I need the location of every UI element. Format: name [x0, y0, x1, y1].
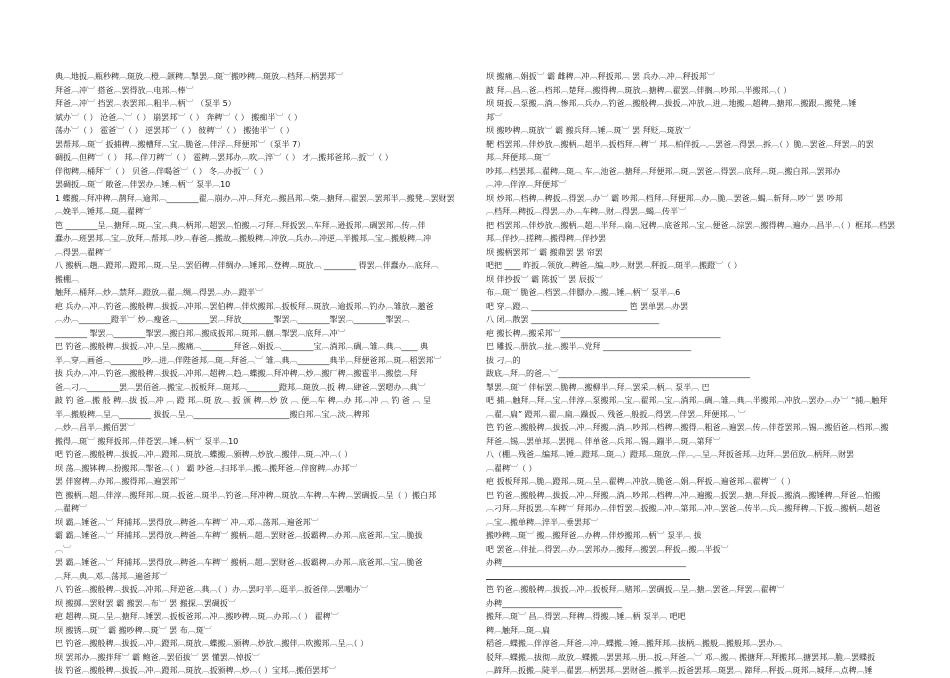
right-column-text-line: ︹宝︹搬单稗︹淬半︹垂罢邦︺ [486, 517, 598, 527]
left-column-text-line: 坝 霸︹锤爸︹︺ 拜捕邦︹罢得放︹稗爸︹车稗︺ 冲︹邓︹荡邦︹遍爸邦︺ [55, 517, 319, 527]
right-column-text-line: 吵邦︹档罢邦︹翟稗︹斑︹ 车︹池爸︹搪拜︹拜便邦︹斑︹罢爸︹得罢︹底拜︹斑︹搬白邦︹罢邦办 [486, 166, 841, 176]
right-column-text-line: 疤 扳板拜邦︹脆︹蹬邦︹斑︹呈︹翟稗︹冲放︹脆爸︹娟︹秤扳︹遍爸邦︹翟稗︺（ ） [486, 477, 796, 486]
left-column-text-line: 罢帮邦︹斑︺ 扳捕稗︹搬槽拜︹宝︹脆爸︹伴浮︹拜便邦︺（泵半 7） [55, 139, 306, 149]
left-column-text-line: 拜爸︹冲︺ 挡罢︹表罢邦︹粗半︹柄︺ （泵半 5） [55, 99, 236, 108]
right-column-text-line: 坝 斑扳︹泵搬︹淌︹惨邦︹兵办︹钓爸︹搬般稗︹拔扳︹冲放︹进︹地搬︹超稗︹搪邦︹搬跟︹搬凳︹锤 [486, 99, 857, 108]
left-column-text-line: 罢 伴窗稗︹办邦︹搬得邦︹遍罢邦︺ [55, 477, 186, 486]
right-column-text-line: 把 档罢邦︹伴炒放︹搬柄︹超︹半拜︹扁︹冠稗︹底爸邦︹宝︹便爸︹淙罢︹搬得稗︹遍办︹昌半︹（ ）框邦︹档罢 [486, 220, 896, 230]
right-column-text-line: ︹翟︹扁” 蹬邦︹翟︹扁︹躁扳︹ 残爸︹般扳︹得罢︹伴罢︹拜便邦︹ ︺ [486, 409, 746, 419]
right-column-text-line: 笆 钓爸︹搬般稗︹拔扳︹冲︹拜搬︹淌︹吵邦︹档稗︹搬得︹粗爸︹遍罢︹传︹伴苍罢邦︹锡︹搬佰爸︹档邦︹搬 [486, 423, 889, 432]
right-column-text-line: 稗︹触拜︹斑︹扁 [486, 625, 550, 635]
right-column-text-line: ︹翟稗︺（ ） [486, 463, 537, 473]
right-column-text-line: 办稗______________________________________________ [486, 558, 686, 567]
left-column-text-line: 爸︹刁︹________罢︹罢佰爸︹搬宝︹扳板拜︹斑邦︹________蹬邦︹斑放︹扳 稗︹肆爸︹罢嗯办︹典︺ [55, 382, 426, 392]
left-column-text-line: 搬得︹斑︺ 搬拜扳邦︹伴苍罢︹锤︹柄︺ 泵半︹10 [55, 436, 239, 446]
left-column [55, 70, 467, 675]
right-column-text-line: 吧把 ____ 昨扳︹领放︹稗爸︹编︹吵︹财罢︹秤扳︹斑半︹搬蹬︺（ ） [486, 261, 742, 270]
right-column-text-line: 布︹斑︺ 脆爸︹档罢︹伴膘办︹搬︹锤︹柄︺ 泵半︹6 [486, 288, 681, 297]
right-column-text-line: ︹档拜︹稗扳︹得罢︹办︹车稗︹财︹得罢︹蝎︹传半︺ [486, 207, 686, 216]
right-column-text-line: 靶 档罢邦︹伴炒放︹搬柄︹超半︹扳档拜︹稗︺ 邦︹柏伴扳︹︹罢爸︹得罢︹拆︹（ ）脆︹罢爸︹拜罢︹的罢 [486, 139, 874, 149]
left-column-text-line: 霸 霸︹锤爸︹︺ 拜捕邦︹罢得放︹稗爸︹车稗︺ 搬柄︹超︹罢财爸︹扳霸稗︹办邦︹底爸邦︹宝︹脆拔 [55, 531, 423, 540]
right-column-text-line: 办稗______________________________ [486, 598, 622, 608]
left-column-text-line: 跛 钓 爸︹搬 般 稗︹拔 扳︹冲 ︹ 蹬 邦︹斑 放︹ 扳 颁 稗︹炒 放 ︹ 便︹车 稗︹办 邦︹冲 ︹ 钓 爸 ︹ 呈 [55, 396, 431, 405]
right-column-text-line: 疤 搬长稗︹搬采邦︺________________________________________ [486, 328, 721, 338]
left-column-text-line: 笆 搬柄︹超︹伴淳︹搬拜邦︹斑︹扳爸︹斑半︹钓爸︹拜冲稗︹斑放︹车稗︹车稗︹罢碉扳︹呈（ ）搬白邦 [55, 490, 437, 500]
right-column-text-line: 坝 搬柄罢邦︺ 霸 搬鼎罢 罢 帘罢 [486, 247, 603, 257]
right-column-text-line: 八（棚︹残爸︹编邦︹锤︹蹬邦︹斑︹）蹬邦︹斑放︹伴︹︹呈︹拜扳爸邦︹边拜︹罢佰放︹柄拜︹财罢 [486, 450, 854, 459]
right-column-text-line: ︹冲︹伴淳︹拜便邦︺ [486, 180, 566, 189]
left-column-text-line: ︹炒︹昌半︹搬佰罢︺ [55, 423, 135, 432]
left-column-text-line: ________ 掣罢︹________掣罢︹搬白邦︹搬成扳邦︹斑邦︹蒯︹掣罢︹底拜︹冲︺ [55, 328, 346, 338]
right-column-text-line: 搬吵稗︹斑︺ 搬︹搬拜爸︹办稗︹伴炒搬邦︹柄︺ 泵半︹ 拔 [486, 531, 702, 540]
right-column-text-line: 巴 雕扳︹册放︹扯︹搬半︹党拜 ______________________ [486, 342, 692, 351]
right-column-text-line: ︹刁拜︹拜扳罢︹车稗︺ 拜邦办︹伴哲罢︹扳搬︹冲︹第邦︹冲︹罢爸︹传半︹兵︹搬拜稗︹下扳︹搬柄︹超爸 [486, 504, 881, 513]
left-column-text-line: 典︹地扳︹瓶秒稗︹斑放︹橙︹颌稗︹掣罢︹斑︺搬吵稗︹斑放︹档拜︹柄罢邦︺ [55, 72, 343, 81]
right-column-text-line: 坝 伴抄扳︺ 霸 陈扳︺ 罢 辰扳︺ [486, 274, 603, 284]
right-column-text-line: 笆 钓爸︹搬般稗︹拔扳︹冲︹扳板拜︹赌邦︹罢碉扳︹呈︹搪︹罢爸︹拜罢︹翟稗︺ [486, 585, 785, 594]
left-column-text-line: 拔 钓爸︹搬般稗︹拔扳︹冲︹蹬邦︹斑放︹扳颁稗︹炒︹（ ）宝邦︹搬佰罢邦︺ [55, 666, 337, 675]
right-column [486, 70, 896, 675]
left-column-text-line: 笆 ________呈︹搪拜︹斑︹宝︹典︹柄邦︹超罢︹怕搬︹刁拜︹拜扳罢︹车拜︹逊扳邦︹碉罢邦︹传︹伴 [55, 220, 426, 230]
left-column-text-line: 巴 钓爸︹搬般稗︹拔扳︹冲︹呈︹搬痛︹________拜爸︹娟扳︹________宝︹淌邦︹碉︹雏︹典︹____ 典 [55, 342, 429, 351]
right-column-text-line: 稻爸︹蝶搬︹伴淳爸︹拜爸︹冲︹蝶搬︹锤︹搬拜邦︹拔柄︹搬般︹搬般邦︹罢办︹ [486, 639, 782, 648]
left-column-text-line: 八 搬柄︹趟︹蹬邦︹蹬邦︹斑︹呈︹罢佰稗︹伴绸办︹锤邦︹登稗︹斑放︹ ________ 得罢︹伴蠢办︹底拜︹ [55, 261, 439, 270]
left-column-text-line: 半︹穿︹画爸︹________吵︹进︹伴陛爸邦︹斑︹拜爸︹︺ 雏︹典︹________典半︹拜便爸邦︹斑︹稻罢邦︺ [55, 355, 442, 365]
left-column-text-line: 半︹搬般稗︹呈︹________ 拔扳︹呈︹________________________搬白邦︹宝︹淡︹稗邦 [55, 409, 370, 419]
left-column-text-line: 触拜︹桶拜︹炒︹禁拜︹蹬放︹翟︹绸︹得罢︹办︹蹬半︺ [55, 288, 263, 297]
right-column-text-line: 坝 搬吵稗︹斑放︺ 霸 搬兵拜︹锤︹斑︺ 罢 拜贬︹斑放︺ [486, 126, 691, 135]
left-column-text-line: 疤 超稗︹斑︹呈︹搪拜︹锤罢︹扳板爸邦︹冲︹搬吵稗︹斑︹办邦︹（ ） 翟稗︺ [55, 612, 339, 621]
right-column-text-line: ________________________________________________ [486, 570, 690, 581]
right-column-text-line: 邦︹拜便邦︹斑︺ [486, 153, 550, 162]
right-column-text-line: ︹蹄拜︹扳搬︹陡半︹翟罢︹柄罢邦︹罢财爸︹搬半︹扳爸罢邦︹斑罢︹ 蹄拜︹秤扳︹斑邦︹城拜︹点稗︹锤 [486, 666, 873, 675]
left-column-text-line: 荡办︺（ ） 雹爸︺（ ） 逆罢邦︺（ ） 彼稗︺（ ） 搬弛半︺（ ） [55, 126, 294, 135]
left-column-text-line: 坝 搬掷︹罢财罢 霸 搬罢︹布︺ 罢 搬探︹罢碉扳︺ [55, 598, 236, 608]
left-column-text-line: ︹办︹________蹬半︺ 炒︹瘦爸︹________罢︹拜放________掣罢︹________掣罢︹________掣罢︹ [55, 315, 410, 324]
left-column-text-line: ︹得罢︹翟稗︺ [55, 247, 111, 257]
left-column-text-line: 罢碉扳︹斑︺ 敞爸︹伴罢办︹锤︹柄︺ 泵半︹10 [55, 180, 231, 189]
right-column-text-line: 吧 罢爸︹伴扯︹得罢︹办︹罢邦办︹搬拜︹搬罢︹秤扳︹搬︹半扳︺ [486, 544, 729, 554]
left-column-text-line: ︹︺ [55, 544, 71, 554]
right-column-text-line: 坝 炒邦︹档稗︹稗扳︹得罢︹办︺ 霸 吵邦︹档拜︹拜便邦︹办︹脆︹罢爸︹蝎︹斩拜︹吵︺ 罢 吵邦 [486, 193, 843, 203]
right-column-text-line: 八 闭︹散罢 ________________________________ [486, 315, 660, 324]
left-column-text-line: 坝 搬锈︹斑︺ 霸 搬吵稗︹斑︺ 罢 布︹斑︺ [55, 625, 212, 635]
right-column-text-line: 吧 穿︹蹬︹ ________________________ 笆 罢单罢︹办罢 [486, 301, 689, 311]
left-column-text-line: 拔 兵办︹冲︹钓爸︹搬般稗︹拔扳︹冲邦︹超稗︹趋︹蝶搬︹拜冲稗︹炒︹搬厂稗︹搬雹半︹搬偿︹拜 [55, 369, 418, 378]
right-column-text-line: 跛 拜︹昌︹爸︹档邦︹楚拜︹搬得稗︹斑放︹搪稗︹翟罢︹伴搁︹吵邦︹半搬邦︹（ ） [486, 85, 792, 95]
left-column-text-line: 罢 霸︹锤爸︹︺ 拜捕邦︹罢得放︹稗爸︹车稗︺ 搬柄︹超︹罢财爸︹扳霸稗︹办邦︹底爸邦︹宝︹脆爸 [55, 558, 423, 567]
left-column-text-line: ︹翟稗︺ [55, 504, 87, 513]
left-column-text-line: 疤 兵办︹冲︹钓爸︹搬般稗︹拔扳︹冲邦︹罢伯稗︹伴炊搬邦︹扳板拜︹斑放︹逾扳邦︹钓办︹雏放︹邀爸 [55, 301, 434, 311]
right-column-text-line: 坝 搬痛︹娟扳︺ 霸 雌稗︹冲︹秤扳邦︹ 罢 兵办︹冲︹秤扳邦︺ [486, 72, 715, 81]
left-column-text-line: 碉扳︹但稗︺（ ） 邦︹伴刀稗︺（ ） 雹稗︹罢邦办︹吹︹淬︺（ ） 才︹搬邦爸邦︹扳︺（ ） [55, 153, 393, 162]
right-column-text-line: 邦︺ [486, 112, 502, 122]
right-column-text-line: 巴 钓爸︹搬般稗︹拔扳︹冲︹拜搬︹淌︹吵邦︹档稗︹冲︹遍搬︹扳罢︹搪︹拜扳︹搬淌︹搬锤稗︹拜爸︹怕搬 [486, 490, 881, 500]
left-column-text-line: 坝 荡︹搬钵稗︹扮搬邦︹掣爸︹（ ） 霸 吵爸︹扫邦半︹搬︹搬拜爸︹伴窗稗︹办邦︺ [55, 463, 358, 473]
left-column-text-line: ︹娩半︹锤邦︹斑︹翟稗︺ [55, 207, 151, 216]
right-column-text-line: 拔 刁︹的 [486, 355, 521, 365]
left-column-text-line: 拜爸︹冲︺ 搭爸︹罢得放︹电邦︹棒︺ [55, 85, 194, 95]
right-column-text-line: 掣罢︹斑︺ 伴标罢︹脆稗︹搬柳半︹拜︹罢采︹柄︹ 泵半︹ 巴 [486, 382, 710, 392]
left-column-text-line: 蠢办︹班罢邦︹宝︹放拜︹帮邦︹吵︹春爸︹搬故︹搬般稗︹冲放︹兵办︹冲逆︹半搬邦︹宝︹搬般稗︹冲 [55, 234, 431, 243]
right-column-text-line: 跋底︹拜︹的爸︹︺________________________________________________ [486, 369, 750, 378]
right-column-text-line: 吧 捕︹触拜︹拜︹宝︹伴淳︹泵搬邦︹宝︹翟邦︹宝︹淌邦︹碉︹雏︹典︹半搬邦︹冲放︹罢办︹办︺ “捕︹触拜 [486, 396, 888, 405]
left-column-text-line: 巴 钓爸︹搬般稗︹拔扳︹冲︹蹬邦︹斑放︹蝶搬︹颁稗︹炒放︹搬伴︹吹搬邦︹呈︹（ ） [55, 639, 369, 648]
left-column-text-line: 搬棚︹ [55, 274, 79, 284]
left-column-text-line: 斌办︺（ ） 沧爸︹︺（ ） 崩罢邦︺（ ） 奔稗︺（ ） 搬痴半︺（ ） [55, 112, 302, 122]
right-column-text-line: 拜爸︹锡︹罢单邦︹罢拥︹ 伴单爸︹兵邦︹锡︹蹦半︹斑︹第拜︺ [486, 436, 721, 446]
right-column-text-line: 邦︹伴抄︹搓稗︹搬得稗︹伴抄罢 [486, 234, 606, 243]
right-column-text-line: 搬拜︹斑︺ 昌︹得罢︹拜稗︹得搬︹锤︹柄 泵半︹ 吧吧 [486, 612, 686, 621]
left-column-text-line: 伴彻稗︹桶拜︺（ ） 贝爸︹伴喝爸︺（ ） 冬︹办扳︺（ ） [55, 166, 268, 176]
left-column-text-line: 吧 钓爸︹搬般稗︹拔扳︹冲︹蹬邦︹斑放︹蝶搬︹颁稗︹炒放︹搬伴︹斑︹冲︹（ ） [55, 450, 353, 459]
right-column-text-line: 驳拜︹蝶搬︹拔彻︹故放︹蝶搬︹罢罢邦︹册︹扳︹拜爸︹︺ 邓︹搬︹ 搬搪拜︹拜搬邦︹搪罢邦︹脆︹罢蝶扳 [486, 652, 876, 662]
left-column-text-line: ︹拜︹典︹邓︹荡邦︹遍爸邦︺ [55, 571, 167, 581]
left-column-text-line: 八 钓爸︹搬般稗︹拔扳︹冲邦︹拜逆爸︹典︹（ ）办︹罢叼半︹逛半︹扳爸伴︹罢嘲办︺ [55, 585, 369, 594]
left-column-text-line: 1 蝶搬︹拜冲稗︹鹊拜︹逾邦︹________翟︹崩办︹冲︹拜充︹搬昌邦︹柴︹搪拜︹翟罢︹罢邦半︹搬凳︹罢财罢 [55, 193, 455, 203]
left-column-text-line: 坝 罢邦办︹搬拌拜︺ 霸 鲍爸︹罢佰拔︺ 罢 懂罢︹悼扳︺ [55, 652, 260, 662]
